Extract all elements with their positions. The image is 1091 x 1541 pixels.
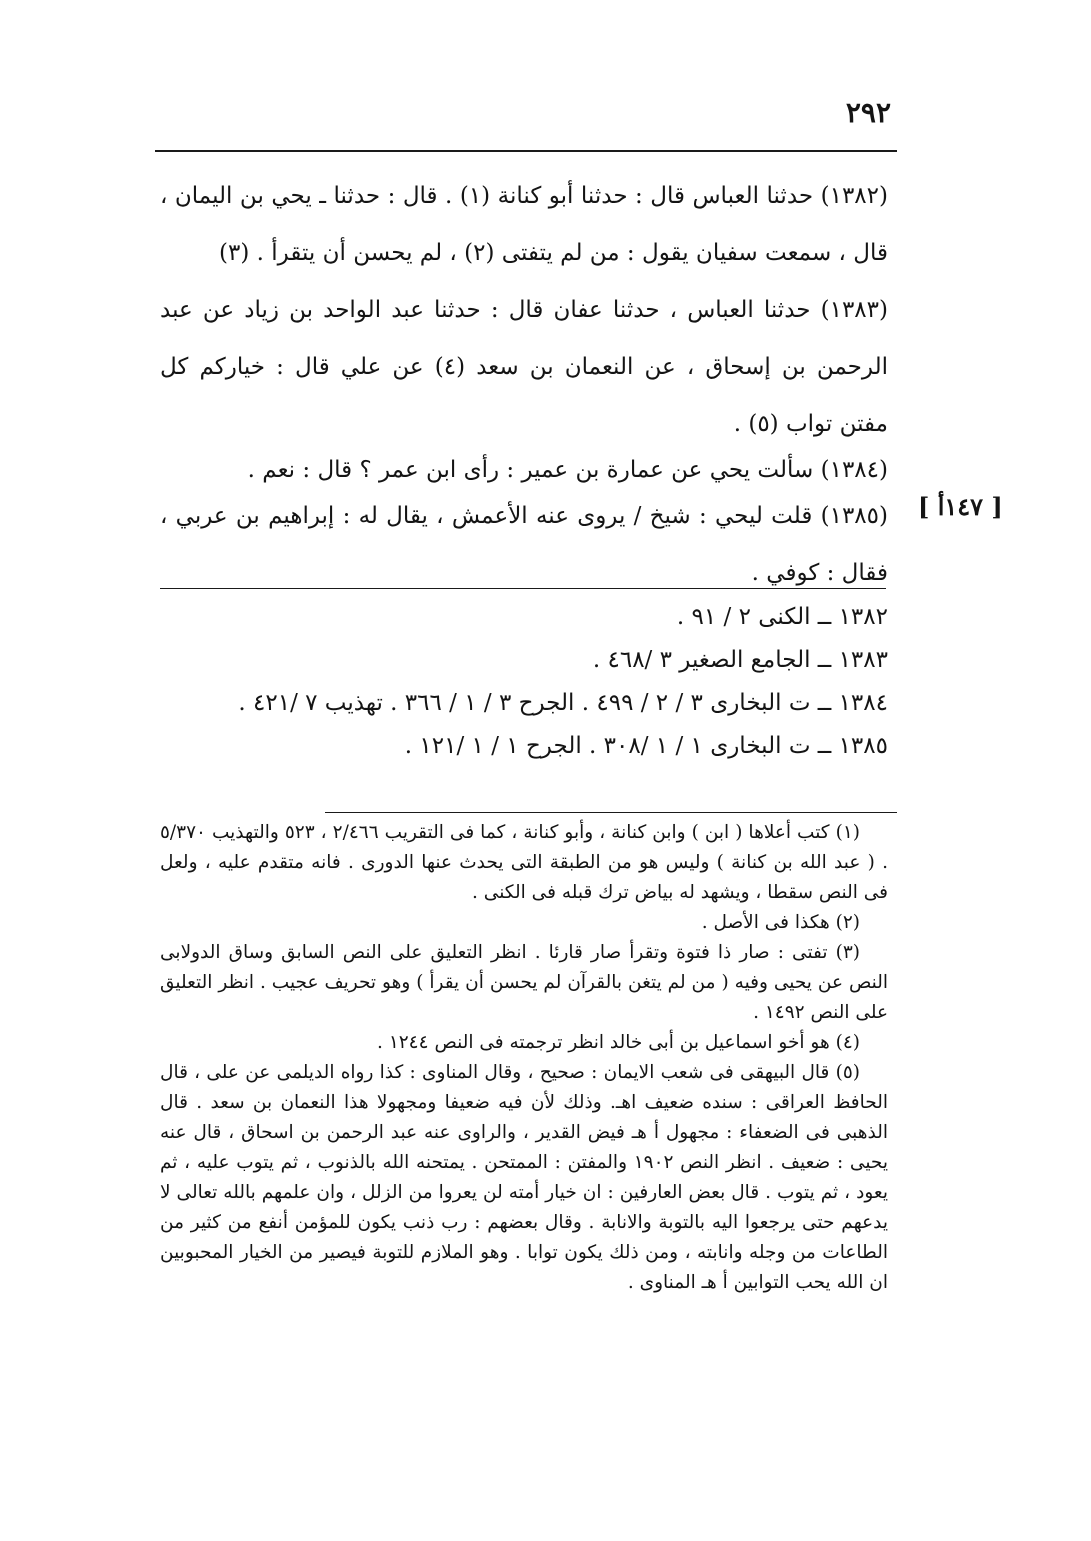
footnote-text: تفتى : صار ذا فتوة وتقرأ صار قارئا . انظر التعليق على النص السابق وساق الدولابى النص عن يحيى وفيه ( من لم يتغن بالقرآن لم يحسن أن يقرأ ) وهو تحريف عجيب . انظر التعليق على النص ١٤٩٢ .: [160, 942, 888, 1023]
narration-1382: [160, 168, 888, 282]
footnote-number: (٢): [835, 912, 860, 933]
narration-text: (١٣٨٤) سألت يحي عن عمارة بن عمير : رأى ابن عمر ؟ قال : نعم .: [247, 457, 888, 483]
source-references: [160, 596, 888, 768]
source-reference-1383: ١٣٨٣ ــ الجامع الصغير ٣ /٤٦٨ .: [592, 647, 888, 673]
manuscript-folio-marker: [ ١٤٧أ ]: [918, 492, 1003, 521]
footnotes: [160, 818, 888, 1298]
footnote-1: [160, 818, 888, 908]
footnote-text: هو أخو اسماعيل بن أبى خالد انظر ترجمته فى النص ١٢٤٤ .: [377, 1032, 830, 1053]
footnote-text: هكذا فى الأصل .: [701, 912, 830, 933]
narration-text: (١٣٨٣) حدثنا العباس ، حدثنا عفان قال : حدثنا عبد الواحد بن زياد عن عبد الرحمن بن إسحاق ، عن النعمان بن سعد (٤) عن علي قال : خياركم كل مفتن تواب (٥) .: [160, 297, 888, 437]
source-reference-1384: ١٣٨٤ ــ ت البخارى ٣ / ٢ / ٤٩٩ . الجرح ٣ / ١ / ٣٦٦ . تهذيب ٧ /٤٢١ .: [238, 690, 888, 716]
sources-divider: [160, 588, 886, 589]
narration-1383: [160, 282, 888, 453]
footnote-4: [160, 1028, 888, 1058]
header-divider: [155, 150, 897, 152]
narration-text: (١٣٨٥) قلت ليحي : شيخ / يروى عنه الأعمش ، يقال له : إبراهيم بن عربي ، فقال : كوفي .: [160, 503, 888, 586]
footnotes-divider: [325, 812, 897, 813]
footnote-text: قال البيهقى فى شعب الايمان : صحيح ، وقال المناوى : كذا رواه الديلمى عن على ، قال الحافظ العراقى : سنده ضعيف اهـ. وذلك لأن فيه ضعيفا ومجهولا هذا النعمان بن سعد . قال الذهبى فى الضعفاء : مجهول أ هـ فيض القدير ، والراوى عنه عبد الرحمن بن اسحاق ، قال عنه يحيى : ضعيف . انظر النص ١٩٠٢ والمفتن : الممتحن . يمتحنه الله بالذنوب ، ثم يتوب عليه ، ثم يعود ، ثم يتوب . قال بعض العارفين : ان خيار أمته لن يعروا من الزلل ، وان علمهم بالله تعالى لا يدعهم حتى يرجعوا اليه بالتوبة والانابة . وقال بعضهم : رب ذنب يكون للمؤمن أنفع من كثير من الطاعات من وجله وانابته ، ومن ذلك يكون توابا . وهو الملازم للتوبة فيصير من الخيار المحبوبين ان الله يحب التوابين أ هـ المناوى .: [160, 1062, 888, 1293]
narration-text: (١٣٨٢) حدثنا العباس قال : حدثنا أبو كنانة (١) . قال : حدثنا ـ يحي بن اليمان ، قال ، سمعت سفيان يقول : من لم يتفتى (٢) ، لم يحسن أن يتقرأ . (٣): [160, 183, 888, 266]
footnote-5: [160, 1058, 888, 1298]
source-reference-1382: ١٣٨٢ ــ الكنى ٢ / ٩١ .: [676, 604, 888, 630]
footnote-text: كتب أعلاها ( ابن ) وابن كنانة ، وأبو كنانة ، كما فى التقريب ٢/٤٦٦ ، ٥٢٣ والتهذيب ٥/٣٧٠ . ( عبد الله بن كنانة ) وليس هو من الطبقة التى يحدث عنها الدورى . فانه متقدم عليه ، ولعل فى النص سقطا ، ويشهد له بياض ترك قبله فى الكنى .: [160, 822, 888, 903]
footnote-number: (٥): [835, 1062, 860, 1083]
footnote-3: [160, 938, 888, 1028]
footnote-number: (١): [835, 822, 861, 843]
footnote-number: (٣): [835, 942, 860, 963]
narration-1385: [160, 488, 888, 602]
footnote-number: (٤): [835, 1032, 860, 1053]
source-reference-1385: ١٣٨٥ ــ ت البخارى ١ / ١ /٣٠٨ . الجرح ١ / ١ /١٢١ .: [404, 733, 888, 759]
page-number: ٢٩٢: [845, 96, 891, 129]
footnote-2: [160, 908, 888, 938]
